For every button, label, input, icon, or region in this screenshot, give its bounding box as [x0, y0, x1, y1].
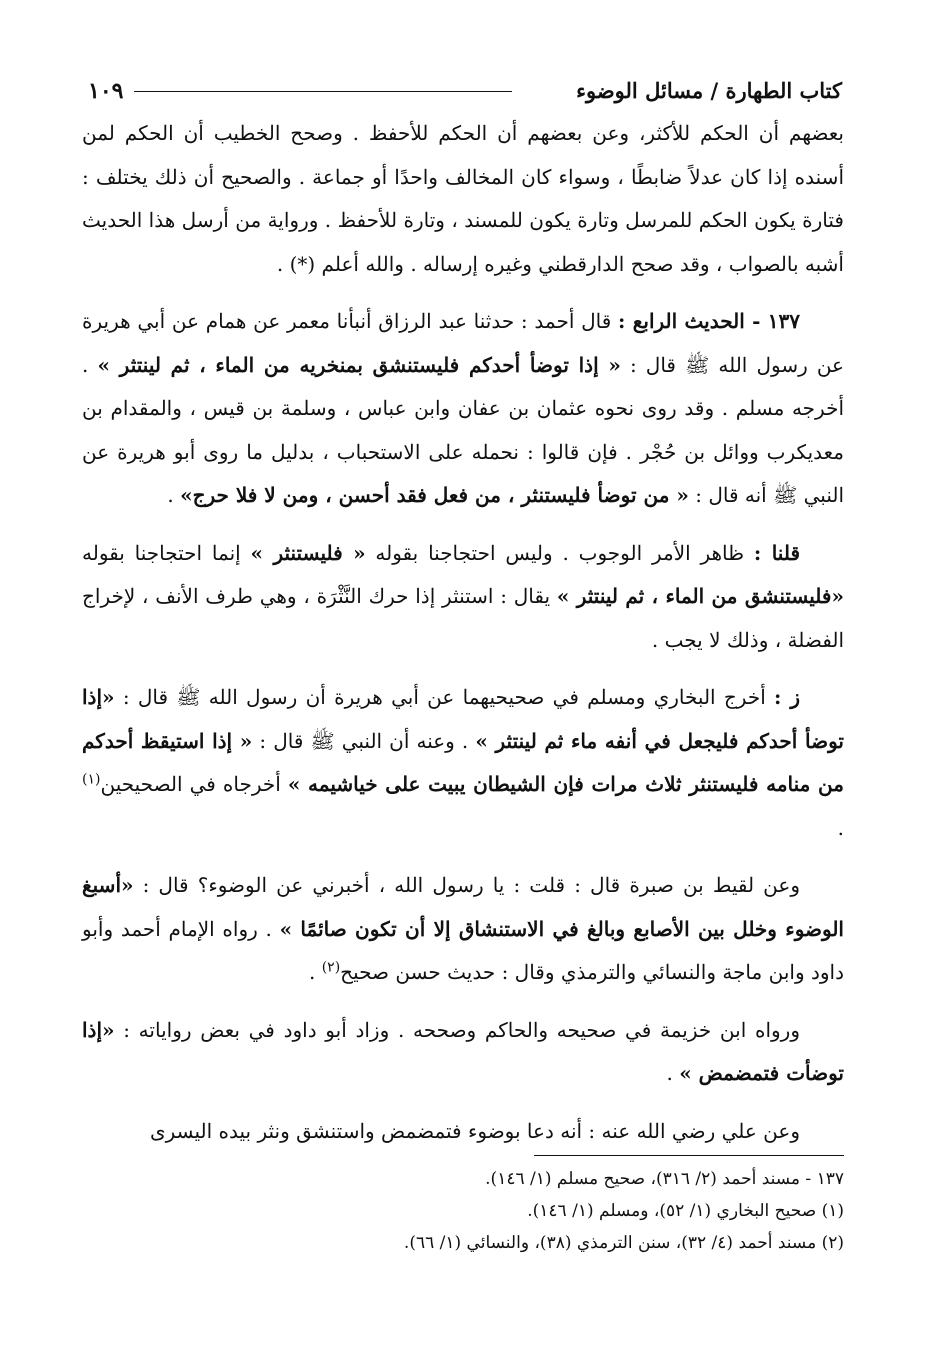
paragraph-text: .: [167, 483, 181, 507]
paragraph-text: وعن لقيط بن صبرة قال : قلت : يا رسول الله ، أخبرني عن الوضوء؟ قال :: [133, 873, 800, 897]
hadith-quote: «إذا توضأ أحدكم فليجعل في أنفه ماء ثم لينتثر »: [82, 685, 844, 753]
paragraph-text: أخرج البخاري ومسلم في صحيحيهما عن أبي هريرة أن رسول الله ﷺ قال :: [114, 685, 775, 709]
paragraph-ibn-khuzayma: [82, 1009, 844, 1096]
footnote: ١٣٧ - مسند أحمد (٢/ ٣١٦)، صحيح مسلم (١/ ١٤٦).: [485, 1169, 844, 1189]
hadith-heading: ١٣٧ - الحديث الرابع :: [618, 309, 800, 333]
page-header: [88, 76, 842, 108]
hadith-quote: «أسبغ الوضوء وخلل بين الأصابع وبالغ في الاستنشاق إلا أن تكون صائمًا »: [82, 873, 844, 941]
paragraph-response: [82, 532, 844, 663]
footnotes: [82, 1163, 844, 1259]
hadith-quote: «إذا توضأت فتمضمض »: [82, 1017, 844, 1085]
paragraph-text: . أخرجه مسلم . وقد روى نحوه عثمان بن عفان وابن عباس ، وسلمة بن قيس ، والمقدام بن معديكرب ووائل بن حُجْر . فإن قالوا : نحمله على الاستحباب ، بدليل ما روى أبو هريرة عن النبي ﷺ أنه قال :: [82, 352, 844, 507]
paragraph-text: .: [837, 815, 844, 840]
main-text: [82, 112, 844, 1153]
paragraph-text: .: [666, 1061, 680, 1085]
running-title: كتاب الطهارة / مسائل الوضوء: [576, 78, 842, 103]
paragraph-text: قال أحمد : حدثنا عبد الرزاق أنبأنا معمر عن همام عن أبي هريرة عن رسول الله ﷺ قال :: [82, 309, 844, 377]
page-number: ١٠٩: [88, 78, 124, 104]
response-heading: قلنا :: [753, 540, 801, 565]
footnote-ref: (٢): [321, 959, 341, 976]
paragraph-ali: وعن علي رضي الله عنه : أنه دعا بوضوء فتمضمض واستنشق ونثر بيده اليسرى: [149, 1118, 800, 1143]
footnote-rule: [534, 1155, 844, 1156]
hadith-quote: «فليستنشق من الماء ، ثم لينتثر »: [556, 584, 844, 608]
footnote-ref: (١): [82, 771, 101, 788]
paragraph-text: . رواه الإمام أحمد وأبو داود وابن ماجة والنسائي والترمذي وقال : حديث حسن صحيح: [82, 916, 844, 984]
footnote: (٢) مسند أحمد (٤/ ٣٢)، سنن الترمذي (٣٨)، والنسائي (١/ ٦٦).: [403, 1233, 844, 1253]
footnote: (١) صحيح البخاري (١/ ٥٢)، ومسلم (١/ ١٤٦).: [527, 1201, 844, 1221]
paragraph-text: أخرجاه في الصحيحين: [100, 772, 288, 796]
hadith-quote: « من توضأ فليستنثر ، من فعل فقد أحسن ، ومن لا فلا حرج»: [180, 483, 689, 507]
addition-marker: ز :: [774, 685, 800, 709]
paragraph-text: .: [308, 960, 322, 984]
paragraph-text: إنما احتجاجنا بقوله: [82, 540, 251, 565]
paragraph-text: يقال : استنثر إذا حرك النَّثْرَة ، وهي طرف الأنف ، لإخراج الفضلة ، وذلك لا يجب .: [82, 584, 844, 652]
hadith-quote: « إذا توضأ أحدكم فليستنشق بمنخريه من الماء ، ثم لينتثر »: [97, 352, 621, 377]
hadith-quote: « فليستنثر »: [250, 540, 366, 565]
paragraph-hadith-137: [82, 300, 844, 518]
paragraph-text: . وعنه أن النبي ﷺ قال :: [252, 728, 476, 753]
paragraph-continuation: بعضهم أن الحكم للأكثر، وعن بعضهم أن الحكم للأحفظ . وصحح الخطيب أن الحكم لمن أسنده إذا كان عدلاً ضابطًا ، وسواء كان المخالف واحدًا أو جماعة . والصحيح أن ذلك يختلف : فتارة يكون الحكم للمرسل وتارة يكون للمسند ، وتارة للأحفظ . ورواية من أرسل هذا الحديث أشبه بالصواب ، وقد صحح الدارقطني وغيره إرساله . والله أعلم (*) .: [82, 121, 844, 276]
paragraph-addition: [82, 676, 844, 850]
paragraph-laqit: [82, 864, 844, 995]
header-rule: [134, 91, 512, 92]
hadith-quote: « إذا استيقظ أحدكم من منامه فليستنثر ثلاث مرات فإن الشيطان يبيت على خياشيمه »: [82, 728, 844, 796]
paragraph-text: ورواه ابن خزيمة في صحيحه والحاكم وصححه . وزاد أبو داود في بعض رواياته :: [114, 1017, 800, 1042]
paragraph-text: ظاهر الأمر الوجوب . وليس احتجاجنا بقوله: [365, 540, 754, 565]
